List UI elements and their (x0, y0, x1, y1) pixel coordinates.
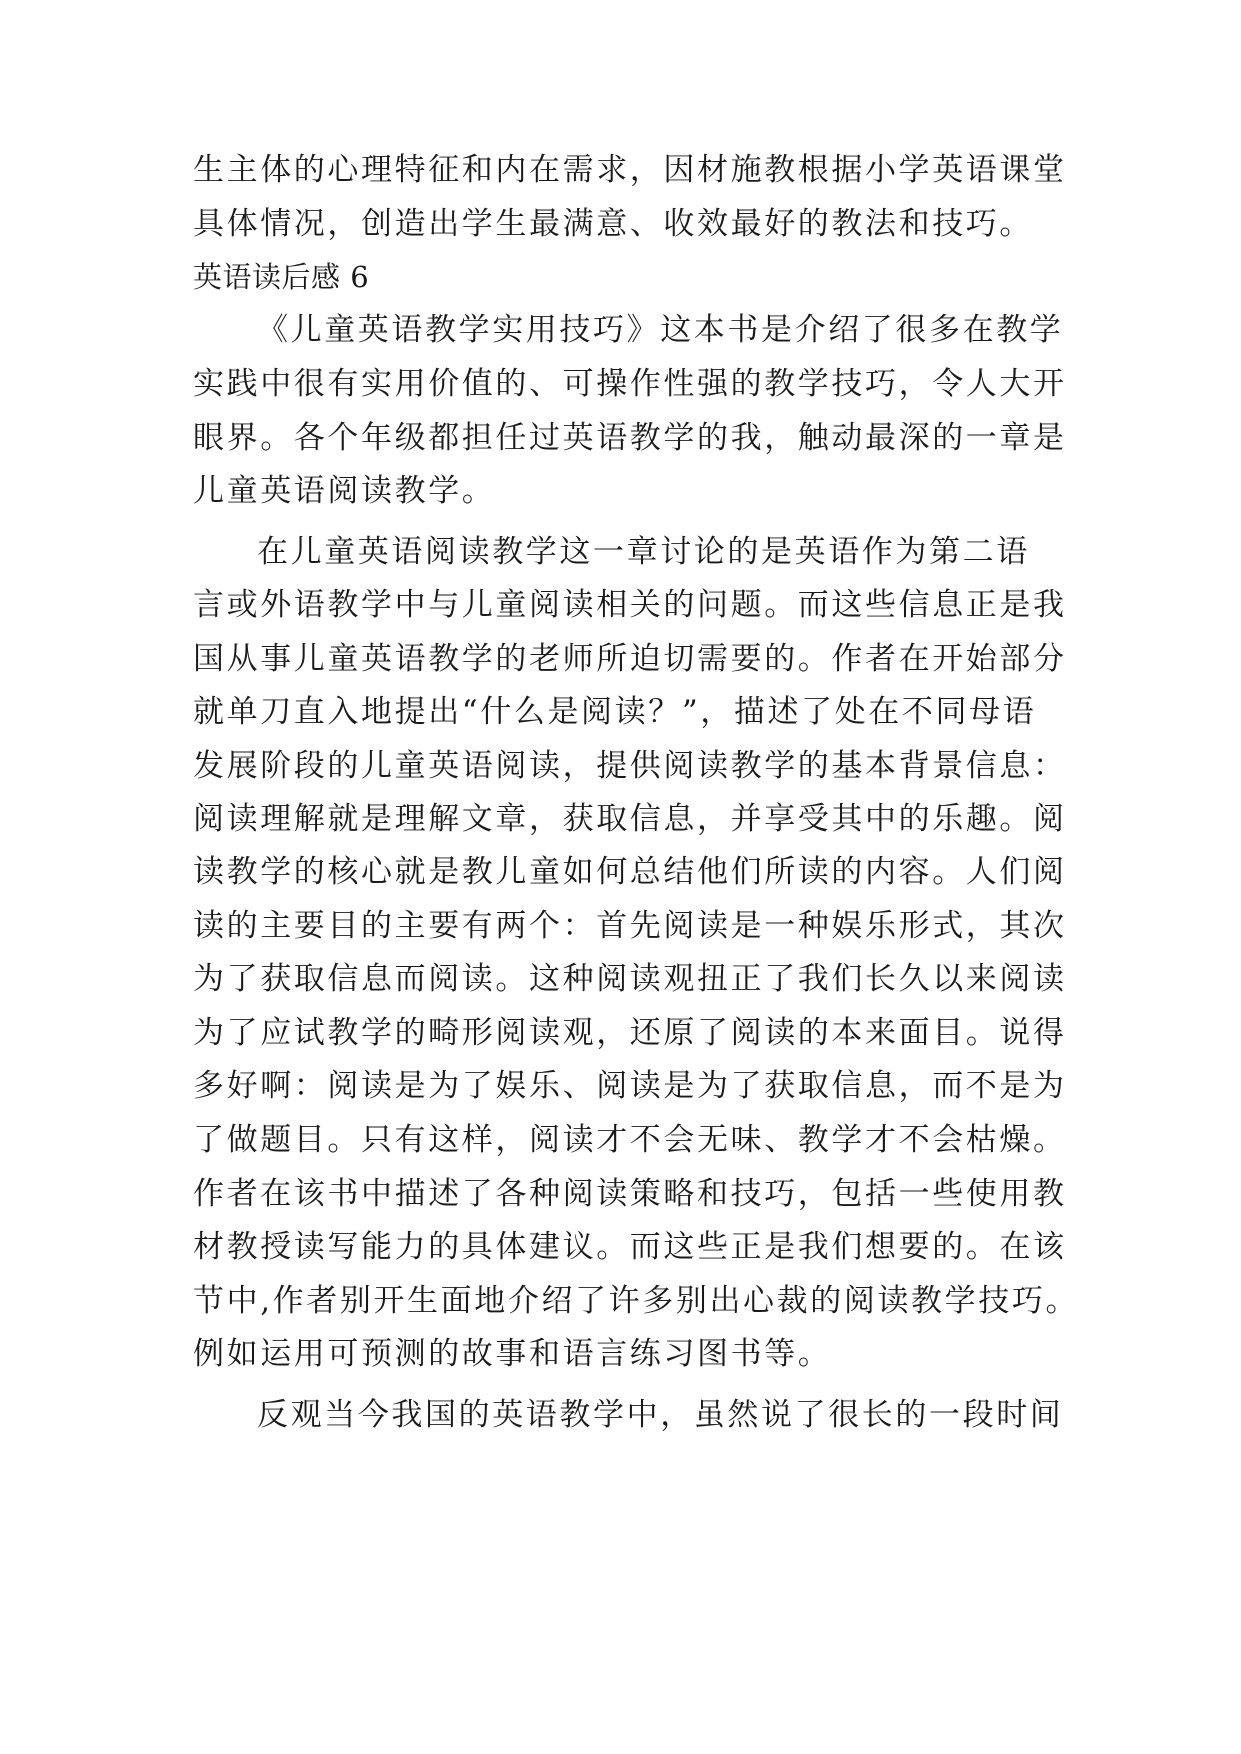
text-line: 儿童英语阅读教学。 (193, 473, 496, 509)
text-line: 反观当今我国的英语教学中，虽然说了很长的一段时间 (257, 1397, 1064, 1433)
text-line: 多好啊：阅读是为了娱乐、阅读是为了获取信息，而不是为 (193, 1068, 1067, 1104)
text-line: 节中,作者别开生面地介绍了许多别出心裁的阅读教学技巧。 (193, 1283, 1080, 1319)
text-line: 实践中很有实用价值的、可操作性强的教学技巧，令人大开 (193, 366, 1067, 402)
text-line: 生主体的心理特征和内在需求，因材施教根据小学英语课堂 (193, 152, 1067, 188)
text-line: 阅读理解就是理解文章，获取信息，并享受其中的乐趣。阅 (193, 801, 1067, 837)
text-line: 例如运用可预测的故事和语言练习图书等。 (193, 1336, 832, 1372)
text-line: 读教学的核心就是教儿童如何总结他们所读的内容。人们阅 (193, 854, 1067, 890)
text-line: 就单刀直入地提出“什么是阅读？”，描述了处在不同母语 (193, 694, 1037, 730)
text-line: 读的主要目的主要有两个：首先阅读是一种娱乐形式，其次 (193, 908, 1067, 944)
text-line: 发展阶段的儿童英语阅读，提供阅读教学的基本背景信息： (193, 748, 1067, 784)
text-line: 国从事儿童英语教学的老师所迫切需要的。作者在开始部分 (193, 641, 1067, 677)
text-line: 言或外语教学中与儿童阅读相关的问题。而这些信息正是我 (193, 587, 1067, 623)
text-line: 具体情况，创造出学生最满意、收效最好的教法和技巧。 (193, 206, 1033, 242)
text-line: 为了应试教学的畸形阅读观，还原了阅读的本来面目。说得 (193, 1015, 1067, 1051)
text-line: 眼界。各个年级都担任过英语教学的我，触动最深的一章是 (193, 420, 1067, 456)
text-line: 作者在该书中描述了各种阅读策略和技巧，包括一些使用教 (193, 1176, 1067, 1212)
text-line: 为了获取信息而阅读。这种阅读观扭正了我们长久以来阅读 (193, 961, 1067, 997)
text-line: 《儿童英语教学实用技巧》这本书是介绍了很多在教学 (257, 312, 1064, 348)
section-heading: 英语读后感 6 (193, 260, 370, 294)
text-line: 了做题目。只有这样，阅读才不会无味、教学才不会枯燥。 (193, 1122, 1067, 1158)
text-line: 在儿童英语阅读教学这一章讨论的是英语作为第二语 (257, 534, 1030, 570)
text-line: 材教授读写能力的具体建议。而这些正是我们想要的。在该 (193, 1229, 1067, 1265)
